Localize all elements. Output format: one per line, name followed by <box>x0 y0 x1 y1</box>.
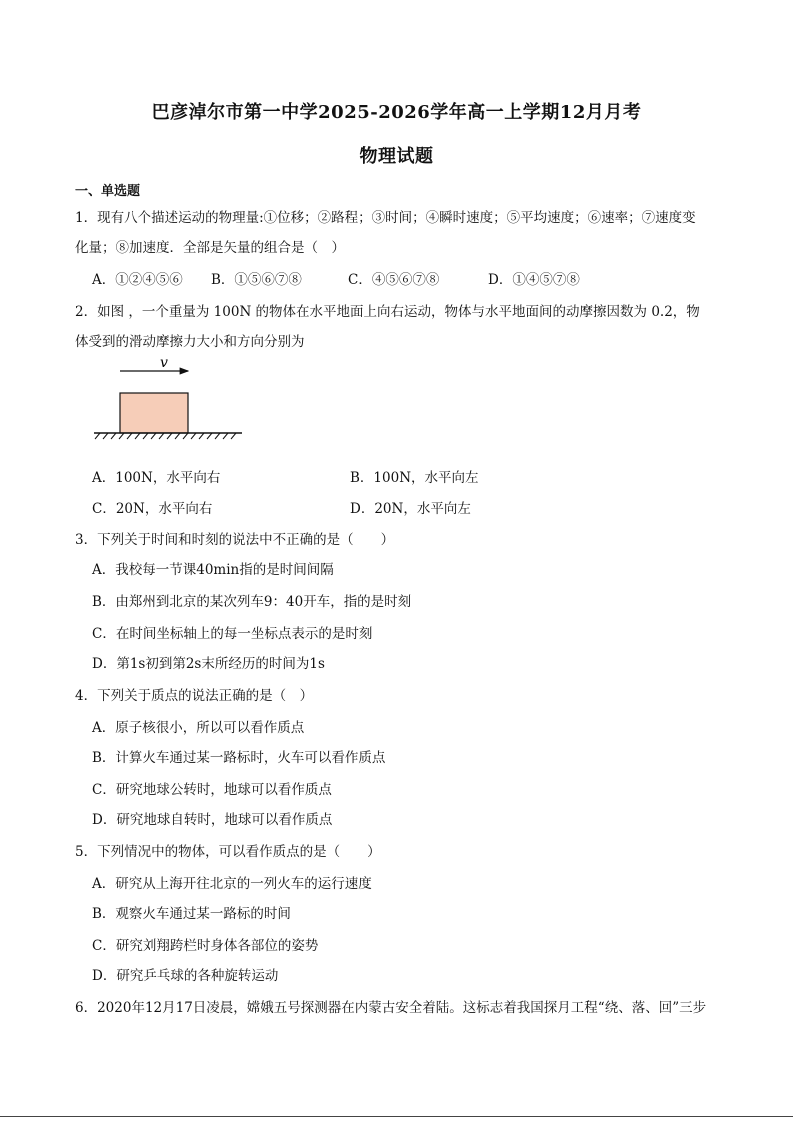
q3-option-b: B．由郑州到北京的某次列车9：40开车，指的是时刻 <box>92 594 412 610</box>
q1-option-a: A．①②④⑤⑥ <box>92 272 183 288</box>
q5-option-a: A．研究从上海开往北京的一列火车的运行速度 <box>92 876 372 892</box>
q4-option-b: B．计算火车通过某一路标时，火车可以看作质点 <box>92 750 386 766</box>
q1-option-b: B．①⑤⑥⑦⑧ <box>211 272 302 288</box>
velocity-label: v <box>160 355 168 371</box>
q2-block-figure <box>88 352 248 444</box>
q3-text: 3．下列关于时间和时刻的说法中不正确的是（ ） <box>75 532 395 548</box>
q2-option-c: C．20N，水平向右 <box>92 501 213 517</box>
ground-hatching <box>95 433 236 439</box>
q6-text-line-1: 6．2020年12月17日凌晨，嫦娥五号探测器在内蒙古安全着陆。这标志着我国探月工程“绕、落、回”三步 <box>75 1000 707 1016</box>
exam-title: 巴彦淖尔市第一中学2025-2026学年高一上学期12月月考 <box>151 102 642 123</box>
q3-option-d: D．第1s初到第2s末所经历的时间为1s <box>92 656 325 672</box>
q4-option-a: A．原子核很小，所以可以看作质点 <box>92 720 305 736</box>
q5-text: 5．下列情况中的物体，可以看作质点的是（ ） <box>75 844 381 860</box>
section-heading: 一、单选题 <box>75 184 141 199</box>
q2-text-line-2: 体受到的滑动摩擦力大小和方向分别为 <box>75 334 305 350</box>
page-bottom-border <box>0 1116 793 1117</box>
q1-option-d: D．①④⑤⑦⑧ <box>488 272 580 288</box>
q2-option-b: B．100N，水平向左 <box>350 470 479 486</box>
q3-option-c: C．在时间坐标轴上的每一坐标点表示的是时刻 <box>92 626 373 642</box>
q5-option-d: D．研究乒乓球的各种旋转运动 <box>92 968 279 984</box>
q5-option-b: B．观察火车通过某一路标的时间 <box>92 906 291 922</box>
q1-option-c: C．④⑤⑥⑦⑧ <box>348 272 440 288</box>
q5-option-c: C．研究刘翔跨栏时身体各部位的姿势 <box>92 938 319 954</box>
block <box>120 393 188 433</box>
q1-text-line-1: 1．现有八个描述运动的物理量:①位移；②路程；③时间；④瞬时速度；⑤平均速度；⑥速率；⑦速度变 <box>75 210 696 226</box>
q2-option-a: A．100N，水平向右 <box>92 470 221 486</box>
q2-text-line-1: 2．如图 ，一个重量为 100N 的物体在水平地面上向右运动，物体与水平地面间的动摩擦因数为 0.2，物 <box>75 304 700 320</box>
q1-text-line-2: 化量；⑧加速度．全部是矢量的组合是（ ） <box>75 240 345 256</box>
q4-text: 4．下列关于质点的说法正确的是（ ） <box>75 688 314 704</box>
q2-option-d: D．20N，水平向左 <box>350 501 471 517</box>
exam-subject: 物理试题 <box>359 146 434 167</box>
q4-option-d: D．研究地球自转时，地球可以看作质点 <box>92 812 333 828</box>
q4-option-c: C．研究地球公转时，地球可以看作质点 <box>92 782 332 798</box>
q3-option-a: A．我校每一节课40min指的是时间间隔 <box>92 562 334 578</box>
